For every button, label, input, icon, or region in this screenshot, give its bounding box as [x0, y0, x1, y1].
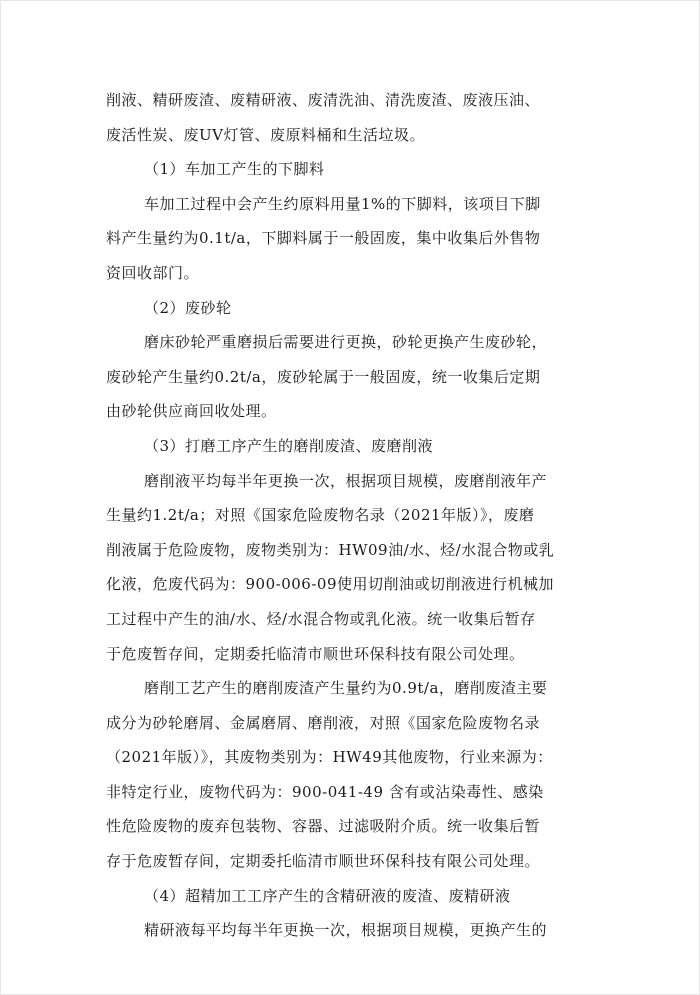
paragraph-line: 非特定行业，废物代码为：900-041-49 含有或沾染毒性、感染: [106, 782, 544, 801]
paragraph-line: 存于危废暂存间，定期委托临清市顺世环保科技有限公司处理。: [106, 852, 541, 871]
paragraph-line: 料产生量约为0.1t/a，下脚料属于一般固废，集中收集后外售物: [106, 229, 541, 248]
paragraph-line: （2021年版）》，其废物类别为：HW49其他废物，行业来源为：: [106, 748, 553, 767]
paragraph-line: 成分为砂轮磨屑、金属磨屑、磨削液，对照《国家危险废物名录: [106, 713, 541, 732]
paragraph-line: 生量约1.2t/a；对照《国家危险废物名录（2021年版）》，废磨: [106, 506, 535, 525]
document-body: [106, 83, 601, 948]
paragraph-line: 废砂轮产生量约0.2t/a，废砂轮属于一般固废，统一收集后定期: [106, 367, 541, 386]
section-heading: （4）超精加工工序产生的含精研液的废渣、废精研液: [144, 886, 511, 905]
paragraph-line: 资回收部门。: [106, 263, 200, 282]
paragraph-line: 于危废暂存间，定期委托临清市顺世环保科技有限公司处理。: [106, 644, 525, 663]
paragraph-line: 由砂轮供应商回收处理。: [106, 402, 277, 421]
paragraph-line: 磨削工艺产生的磨削废渣产生量约为0.9t/a，磨削废渣主要: [144, 679, 548, 698]
paragraph-line: 化液，危废代码为：900-006-09使用切削油或切削液进行机械加: [106, 575, 554, 594]
section-heading: （3）打磨工序产生的磨削废渣、废磨削液: [144, 436, 434, 455]
paragraph-line: 磨床砂轮严重磨损后需要进行更换，砂轮更换产生废砂轮，: [144, 333, 548, 352]
paragraph-line: 性危险废物的废弃包装物、容器、过滤吸附介质。统一收集后暂: [106, 817, 541, 836]
section-heading: （1）车加工产生的下脚料: [144, 160, 325, 179]
paragraph-line: 精研液每平均每半年更换一次，根据项目规模，更换产生的: [144, 921, 548, 940]
text-line: 削液、精研废渣、废精研液、废清洗油、清洗废渣、废液压油、: [106, 91, 541, 109]
text-line: 废活性炭、废UV灯管、废原料桶和生活垃圾。: [106, 125, 425, 144]
paragraph-line: 磨削液平均每半年更换一次，根据项目规模，废磨削液年产: [144, 471, 548, 490]
paragraph-line: 车加工过程中会产生约原料用量1%的下脚料，该项目下脚: [144, 194, 541, 213]
paragraph-line: 削液属于危险废物，废物类别为：HW09油/水、烃/水混合物或乳: [106, 540, 555, 559]
section-heading: （2）废砂轮: [144, 298, 232, 317]
paragraph-line: 工过程中产生的油/水、烃/水混合物或乳化液。统一收集后暂存: [106, 609, 536, 628]
